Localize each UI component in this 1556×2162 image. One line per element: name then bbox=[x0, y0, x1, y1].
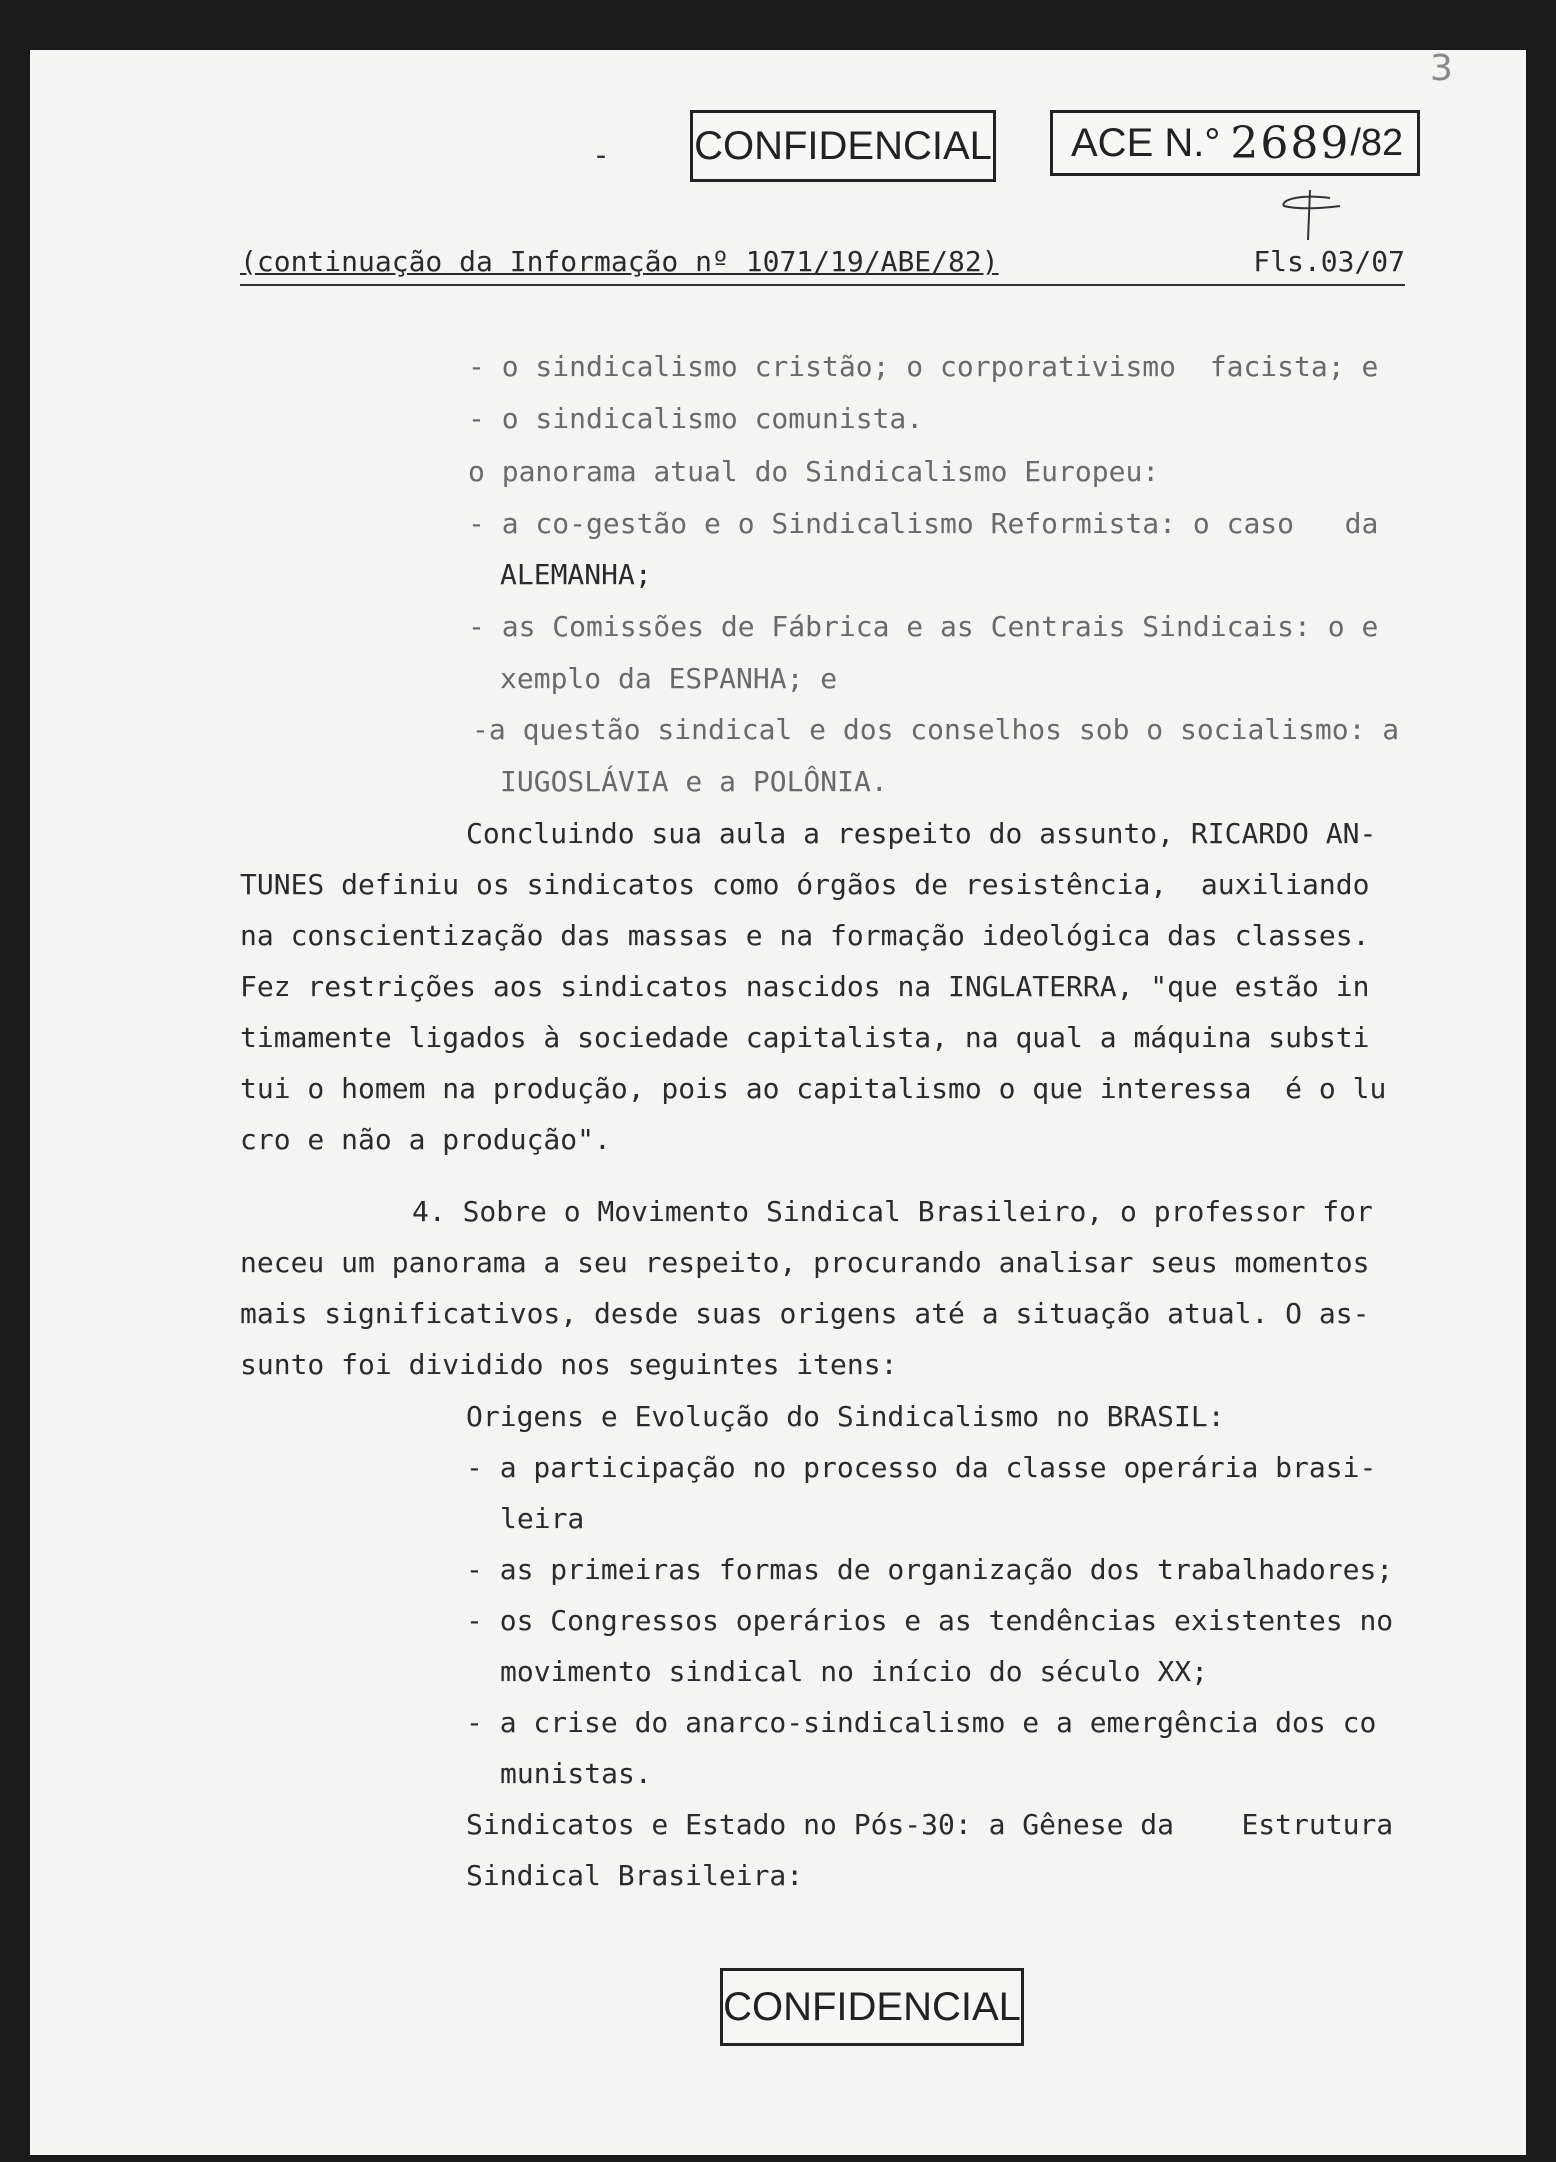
text-line: 4. Sobre o Movimento Sindical Brasileiro, o professor for bbox=[412, 1195, 1373, 1228]
ace-label: ACE N.° bbox=[1071, 120, 1221, 165]
text-line: xemplo da ESPANHA; e bbox=[500, 662, 838, 695]
text-line: neceu um panorama a seu respeito, procurando analisar seus momentos bbox=[240, 1246, 1370, 1279]
text-line: Origens e Evolução do Sindicalismo no BRASIL: bbox=[466, 1400, 1225, 1433]
text-line: - o sindicalismo comunista. bbox=[468, 402, 924, 435]
text-line: - os Congressos operários e as tendências existentes no bbox=[466, 1604, 1394, 1637]
text-line: Fez restrições aos sindicatos nascidos na INGLATERRA, "que estão in bbox=[240, 970, 1370, 1003]
text-line: - a participação no processo da classe operária brasi- bbox=[466, 1451, 1377, 1484]
text-line: Sindicatos e Estado no Pós-30: a Gênese da Estrutura bbox=[466, 1808, 1394, 1841]
text-line: mais significativos, desde suas origens até a situação atual. O as- bbox=[240, 1297, 1370, 1330]
folio-number: Fls.03/07 bbox=[1253, 245, 1405, 278]
page-number: 3 bbox=[1430, 48, 1453, 89]
text-line: sunto foi dividido nos seguintes itens: bbox=[240, 1348, 898, 1381]
signature-mark bbox=[1270, 180, 1350, 250]
text-line: na conscientização das massas e na formação ideológica das classes. bbox=[240, 919, 1370, 952]
text-line: - a crise do anarco-sindicalismo e a emergência dos co bbox=[466, 1706, 1377, 1739]
text-line: movimento sindical no início do século XX; bbox=[500, 1655, 1209, 1688]
text-line: o panorama atual do Sindicalismo Europeu: bbox=[468, 455, 1160, 488]
text-line: - as Comissões de Fábrica e as Centrais Sindicais: o e bbox=[468, 610, 1379, 643]
text-line: Sindical Brasileira: bbox=[466, 1859, 804, 1892]
text-line: Concluindo sua aula a respeito do assunto, RICARDO AN- bbox=[466, 817, 1377, 850]
text-line: - o sindicalismo cristão; o corporativismo facista; e bbox=[468, 350, 1379, 383]
text-line: ALEMANHA; bbox=[500, 558, 652, 591]
text-line: - as primeiras formas de organização dos trabalhadores; bbox=[466, 1553, 1394, 1586]
text-line: cro e não a produção". bbox=[240, 1123, 611, 1156]
ace-number-stamp bbox=[1050, 110, 1420, 176]
dash-mark: - bbox=[592, 138, 611, 173]
text-line: IUGOSLÁVIA e a POLÔNIA. bbox=[500, 765, 888, 798]
continuation-reference: (continuação da Informação nº 1071/19/ABE/82) bbox=[240, 245, 999, 278]
text-line: TUNES definiu os sindicatos como órgãos de resistência, auxiliando bbox=[240, 868, 1370, 901]
text-line: munistas. bbox=[500, 1757, 652, 1790]
continuation-header bbox=[240, 245, 1405, 286]
text-line: -a questão sindical e dos conselhos sob o socialismo: a bbox=[472, 713, 1400, 746]
text-line: leira bbox=[500, 1502, 585, 1535]
text-line: - a co-gestão e o Sindicalismo Reformista: o caso da bbox=[468, 507, 1379, 540]
ace-suffix: /82 bbox=[1350, 121, 1404, 164]
text-line: tui o homem na produção, pois ao capitalismo o que interessa é o lu bbox=[240, 1072, 1387, 1105]
confidential-stamp-bottom: CONFIDENCIAL bbox=[720, 1968, 1024, 2046]
ace-number: 2689 bbox=[1230, 117, 1351, 169]
text-line: timamente ligados à sociedade capitalista, na qual a máquina substi bbox=[240, 1021, 1370, 1054]
confidential-stamp-top: CONFIDENCIAL bbox=[690, 110, 996, 182]
